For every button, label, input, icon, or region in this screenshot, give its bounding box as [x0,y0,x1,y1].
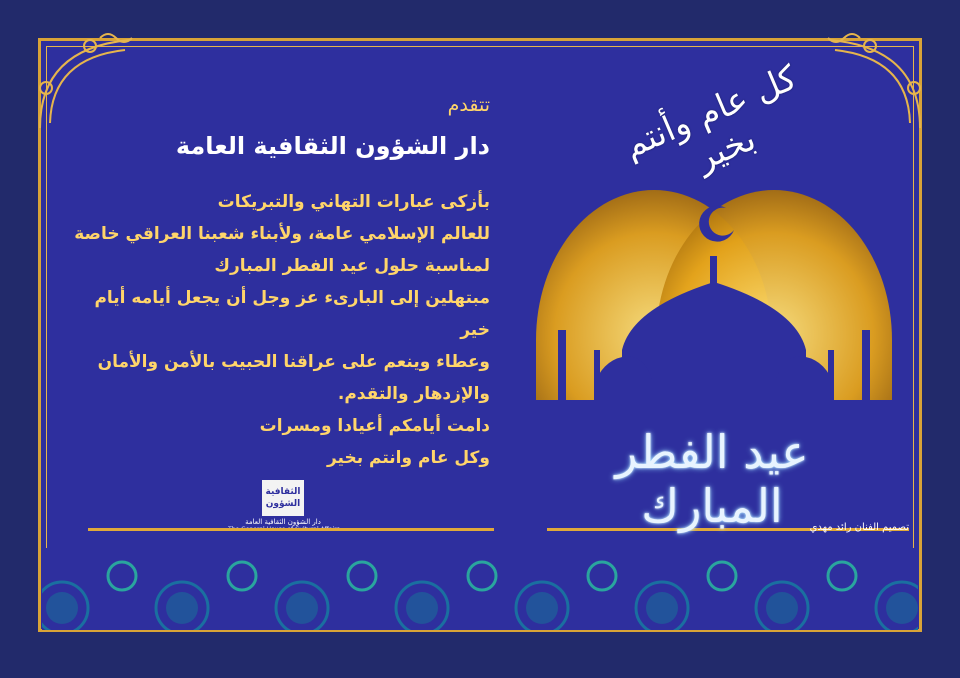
message-line: وعطاء وينعم على عراقنا الحبيب بالأمن والأمان [97,352,490,372]
greeting-calligraphy: كل عام وأنتم بخير [617,57,803,180]
intro-text: تتقدم [447,94,490,116]
org-logo [228,480,338,544]
corner-ornament-top-right [810,28,930,138]
logo-mark: الثقافية الشؤون [262,480,304,516]
logo-name-ar: دار الشؤون الثقافية العامة [245,518,321,526]
message-line: لمناسبة حلول عيد الفطر المبارك [214,256,490,276]
message-block [70,186,490,474]
message-line: والإزدهار والتقدم. [337,384,490,404]
designer-credit: تصميم الفنان رائد مهدي [809,522,909,533]
message-line: للعالم الإسلامي عامة، ولأبناء شعبنا العراقي خاصة [74,224,490,244]
message-line: وكل عام وانتم بخير [326,448,490,468]
org-title: دار الشؤون الثقافية العامة [175,132,490,160]
message-line: دامت أيامكم أعيادا ومسرات [259,416,490,436]
divider-left [88,528,494,531]
eid-title: عيد الفطر المبارك [615,425,809,533]
floral-pattern [42,548,918,630]
message-line: مبتهلين إلى البارىء عز وجل أن يجعل أيامه أيام خير [94,288,490,340]
message-line: بأزكى عبارات التهاني والتبريكات [217,192,490,212]
corner-ornament-top-left [30,28,150,138]
mosque-illustration [536,190,892,430]
